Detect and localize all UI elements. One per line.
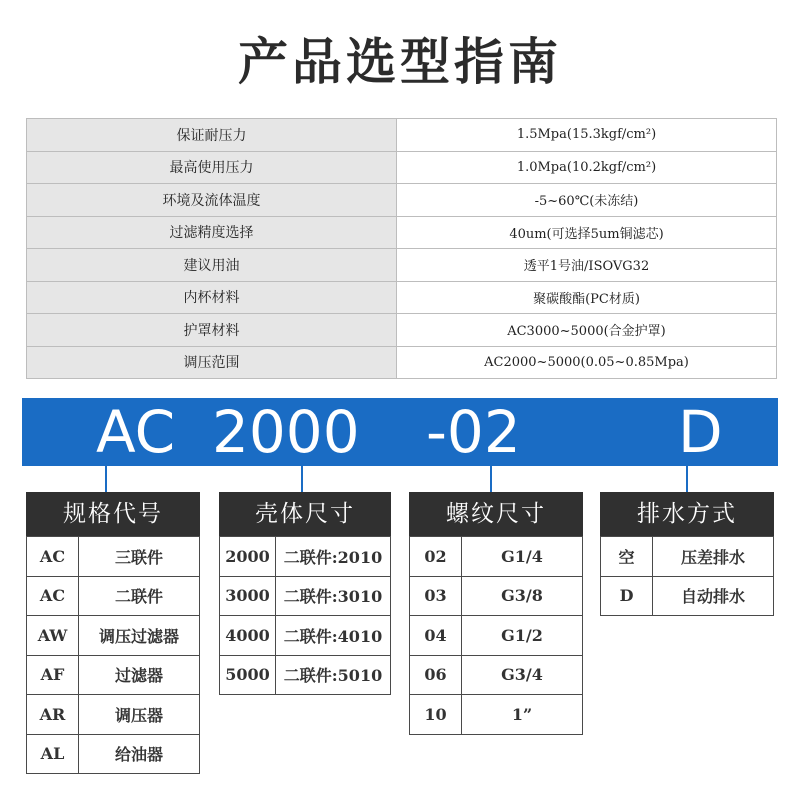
table-row: [601, 576, 774, 616]
desc-cell: G3/4: [462, 655, 583, 695]
table-row: [27, 576, 200, 616]
spec-value: 1.5Mpa(15.3kgf/cm²): [397, 119, 777, 152]
thread-size-box: [409, 492, 583, 735]
connector-line: [490, 466, 492, 492]
drain-header: 排水方式: [600, 492, 774, 536]
spec-row: [27, 346, 777, 379]
spec-label: 建议用油: [27, 249, 397, 282]
spec-label: 保证耐压力: [27, 119, 397, 152]
spec-value: 聚碳酸酯(PC材质): [397, 281, 777, 314]
table-row: [27, 616, 200, 656]
model-code-drain: D: [678, 398, 723, 466]
table-row: [27, 655, 200, 695]
spec-label: 环境及流体温度: [27, 184, 397, 217]
desc-cell: 三联件: [79, 537, 200, 577]
spec-row: [27, 184, 777, 217]
desc-cell: 二联件: [79, 576, 200, 616]
body-size-table: [219, 536, 391, 695]
spec-row: [27, 216, 777, 249]
spec-row: [27, 281, 777, 314]
spec-code-box: [26, 492, 200, 774]
code-cell: 10: [410, 695, 462, 735]
table-row: [410, 695, 583, 735]
table-row: [220, 537, 391, 577]
table-row: [410, 616, 583, 656]
body-size-header: 壳体尺寸: [219, 492, 391, 536]
spec-row: [27, 314, 777, 347]
spec-code-header: 规格代号: [26, 492, 200, 536]
desc-cell: 过滤器: [79, 655, 200, 695]
code-cell: AR: [27, 695, 79, 735]
desc-cell: 二联件:4010: [276, 616, 391, 656]
spec-label: 调压范围: [27, 346, 397, 379]
code-cell: 4000: [220, 616, 276, 656]
spec-value: 40um(可选择5um铜滤芯): [397, 216, 777, 249]
table-row: [220, 616, 391, 656]
table-row: [27, 695, 200, 735]
desc-cell: G1/4: [462, 537, 583, 577]
table-row: [601, 537, 774, 577]
code-cell: AC: [27, 576, 79, 616]
desc-cell: 调压器: [79, 695, 200, 735]
desc-cell: 二联件:3010: [276, 576, 391, 616]
page-title: 产品选型指南: [238, 33, 562, 91]
code-cell: 02: [410, 537, 462, 577]
desc-cell: 压差排水: [653, 537, 774, 577]
body-size-box: [219, 492, 391, 695]
table-row: [410, 655, 583, 695]
spec-label: 内杯材料: [27, 281, 397, 314]
code-cell: AW: [27, 616, 79, 656]
spec-row: [27, 119, 777, 152]
code-cell: 5000: [220, 655, 276, 695]
spec-value: 1.0Mpa(10.2kgf/cm²): [397, 151, 777, 184]
spec-table: [26, 118, 777, 379]
desc-cell: 调压过滤器: [79, 616, 200, 656]
code-cell: 03: [410, 576, 462, 616]
code-cell: D: [601, 576, 653, 616]
connector-line: [105, 466, 107, 492]
code-cell: AL: [27, 734, 79, 774]
code-cell: 2000: [220, 537, 276, 577]
thread-size-table: [409, 536, 583, 735]
spec-label: 过滤精度选择: [27, 216, 397, 249]
table-row: [220, 655, 391, 695]
connector-line: [301, 466, 303, 492]
spec-value: AC3000~5000(合金护罩): [397, 314, 777, 347]
code-cell: 空: [601, 537, 653, 577]
desc-cell: 自动排水: [653, 576, 774, 616]
thread-size-header: 螺纹尺寸: [409, 492, 583, 536]
table-row: [410, 576, 583, 616]
model-code-size: 2000: [212, 398, 360, 466]
spec-label: 护罩材料: [27, 314, 397, 347]
spec-row: [27, 249, 777, 282]
spec-code-table: [26, 536, 200, 774]
desc-cell: 给油器: [79, 734, 200, 774]
code-cell: AF: [27, 655, 79, 695]
model-code-series: AC: [96, 398, 176, 466]
spec-label: 最高使用压力: [27, 151, 397, 184]
drain-table: [600, 536, 774, 616]
spec-row: [27, 151, 777, 184]
code-cell: 3000: [220, 576, 276, 616]
code-cell: 06: [410, 655, 462, 695]
code-cell: AC: [27, 537, 79, 577]
desc-cell: 1”: [462, 695, 583, 735]
drain-box: [600, 492, 774, 616]
desc-cell: G3/8: [462, 576, 583, 616]
table-row: [27, 537, 200, 577]
table-row: [220, 576, 391, 616]
spec-value: 透平1号油/ISOVG32: [397, 249, 777, 282]
table-row: [27, 734, 200, 774]
desc-cell: 二联件:2010: [276, 537, 391, 577]
table-row: [410, 537, 583, 577]
desc-cell: 二联件:5010: [276, 655, 391, 695]
connector-line: [686, 466, 688, 492]
model-code-thread: -02: [426, 398, 521, 466]
code-cell: 04: [410, 616, 462, 656]
spec-value: AC2000~5000(0.05~0.85Mpa): [397, 346, 777, 379]
desc-cell: G1/2: [462, 616, 583, 656]
spec-value: -5~60℃(未冻结): [397, 184, 777, 217]
